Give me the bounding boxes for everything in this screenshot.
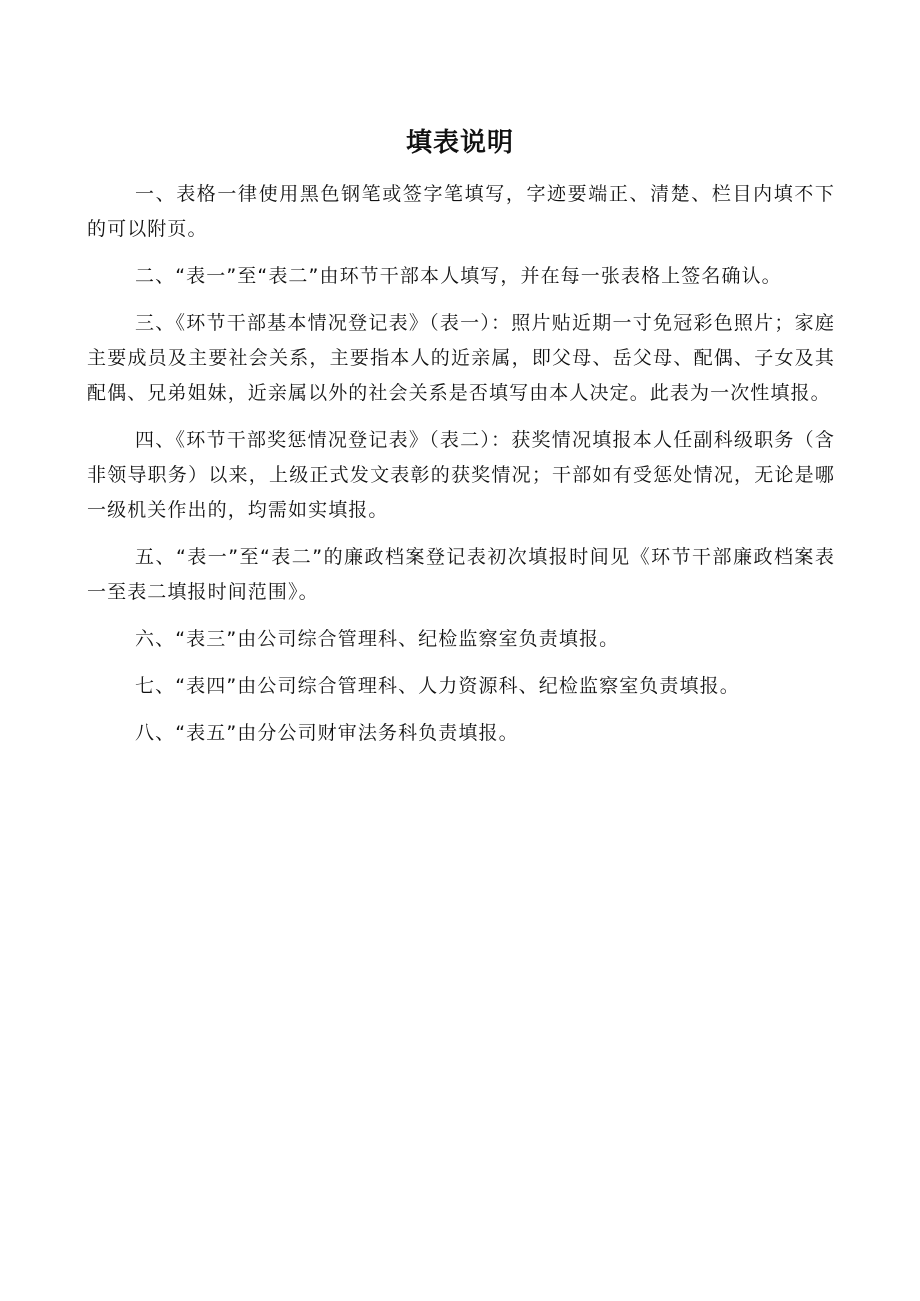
instruction-paragraph-4: 四、《环节干部奖惩情况登记表》（表二）：获奖情况填报本人任副科级职务（含非领导职务）以来，上级正式发文表彰的获奖情况；干部如有受惩处情况，无论是哪一级机关作出的，均需如实填报。 <box>87 429 835 521</box>
instruction-paragraph-2: 二、“表一”至“表二”由环节干部本人填写，并在每一张表格上签名确认。 <box>135 265 782 287</box>
instruction-paragraph-1: 一、表格一律使用黑色钢笔或签字笔填写，字迹要端正、清楚、栏目内填不下的可以附页。 <box>87 183 835 240</box>
instruction-paragraph-8: 八、“表五”由分公司财审法务科负责填报。 <box>135 722 519 744</box>
instruction-paragraph-7: 七、“表四”由公司综合管理科、人力资源科、纪检监察室负责填报。 <box>135 675 740 697</box>
instructions-body <box>87 177 835 763</box>
instruction-paragraph-5: 五、“表一”至“表二”的廉政档案登记表初次填报时间见《环节干部廉政档案表一至表二填报时间范围》。 <box>87 546 835 603</box>
instruction-paragraph-6: 六、“表三”由公司综合管理科、纪检监察室负责填报。 <box>135 628 620 650</box>
page-title: 填表说明 <box>405 128 514 158</box>
instruction-paragraph-3: 三、《环节干部基本情况登记表》（表一）：照片贴近期一寸免冠彩色照片；家庭主要成员及主要社会关系，主要指本人的近亲属，即父母、岳父母、配偶、子女及其配偶、兄弟姐妹，近亲属以外的社会关系是否填写由本人决定。此表为一次性填报。 <box>87 312 835 404</box>
